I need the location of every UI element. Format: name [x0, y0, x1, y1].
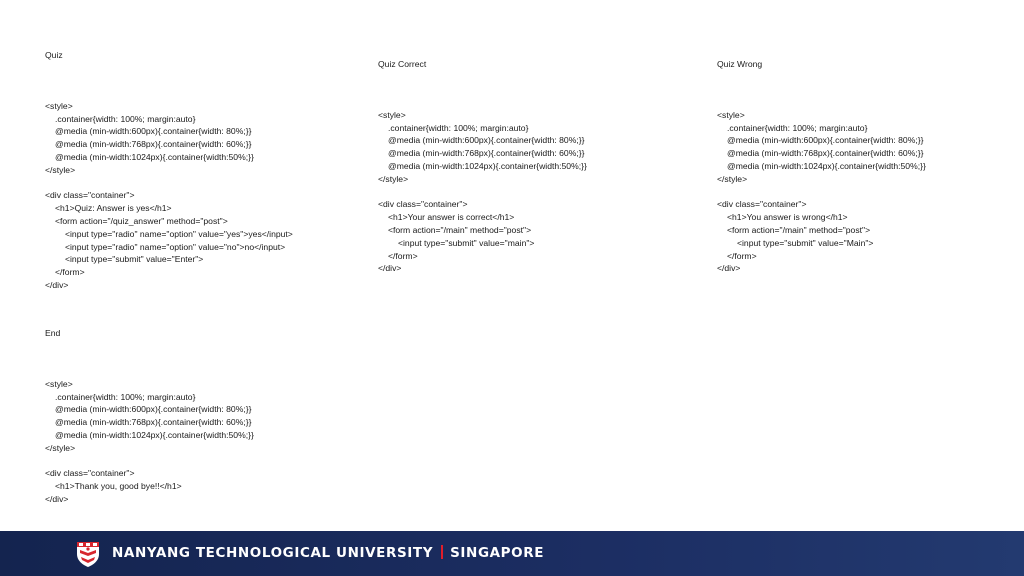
code-line: @media (min-width:600px){.container{width: 80%;}}	[727, 135, 924, 146]
code-line: @media (min-width:600px){.container{width: 80%;}}	[55, 404, 252, 415]
code-line: <h1>Thank you, good bye!!</h1>	[55, 481, 182, 492]
code-line: </form>	[388, 250, 418, 261]
quiz-template-block	[45, 23, 293, 305]
code-line: <style>	[45, 100, 73, 111]
university-location: SINGAPORE	[450, 545, 545, 561]
university-footer-band	[0, 531, 1024, 576]
code-line: @media (min-width:768px){.container{width: 60%;}}	[55, 417, 252, 428]
code-line	[717, 186, 926, 199]
code-line: .container{width: 100%; margin:auto}	[388, 122, 529, 133]
code-line: </form>	[727, 250, 757, 261]
university-wordmark	[112, 545, 544, 561]
code-line	[45, 455, 254, 468]
code-line: @media (min-width:1024px){.container{width:50%;}}	[55, 151, 254, 162]
code-line: <h1>Quiz: Answer is yes</h1>	[55, 203, 172, 214]
code-line: <div class="container">	[45, 468, 135, 479]
code-line: <style>	[378, 109, 406, 120]
code-line: </div>	[45, 279, 69, 290]
code-line: @media (min-width:768px){.container{width: 60%;}}	[388, 148, 585, 159]
code-line: <input type="radio" name="option" value="yes">yes</input>	[65, 228, 293, 239]
end-template-block	[45, 301, 254, 519]
code-line: <form action="/main" method="post">	[388, 224, 532, 235]
code-line: <div class="container">	[717, 199, 807, 210]
code-line: <input type="submit" value="main">	[398, 237, 535, 248]
quiz-wrong-title: Quiz Wrong	[717, 58, 763, 69]
quiz-correct-code	[378, 109, 587, 275]
code-line: </div>	[378, 263, 402, 274]
code-line: <div class="container">	[45, 190, 135, 201]
code-line	[378, 186, 587, 199]
code-line: <input type="radio" name="option" value="no">no</input>	[65, 241, 286, 252]
code-line: @media (min-width:1024px){.container{width:50%;}}	[55, 429, 254, 440]
code-line: @media (min-width:768px){.container{width: 60%;}}	[727, 148, 924, 159]
wordmark-separator	[441, 545, 443, 559]
code-line: .container{width: 100%; margin:auto}	[727, 122, 868, 133]
university-name: NANYANG TECHNOLOGICAL UNIVERSITY	[112, 545, 434, 561]
code-line: @media (min-width:600px){.container{width: 80%;}}	[55, 126, 252, 137]
quiz-correct-title: Quiz Correct	[378, 58, 427, 69]
code-line: @media (min-width:1024px){.container{width:50%;}}	[388, 160, 587, 171]
code-line: <form action="/main" method="post">	[727, 224, 871, 235]
code-line: <h1>You answer is wrong</h1>	[727, 212, 848, 223]
code-line: </style>	[378, 173, 409, 184]
code-line: <style>	[45, 378, 73, 389]
quiz-wrong-code	[717, 109, 926, 275]
code-line: </style>	[717, 173, 748, 184]
code-line: .container{width: 100%; margin:auto}	[55, 391, 196, 402]
code-line: </style>	[45, 442, 76, 453]
code-line: .container{width: 100%; margin:auto}	[55, 113, 196, 124]
end-code	[45, 378, 254, 506]
end-title: End	[45, 327, 61, 338]
code-line: <div class="container">	[378, 199, 468, 210]
quiz-correct-template-block	[378, 32, 587, 288]
code-line: <form action="/quiz_answer" method="post">	[55, 215, 228, 226]
code-line: <h1>Your answer is correct</h1>	[388, 212, 515, 223]
code-line: <input type="submit" value="Enter">	[65, 254, 204, 265]
code-line: @media (min-width:768px){.container{width: 60%;}}	[55, 139, 252, 150]
quiz-code	[45, 100, 293, 292]
code-line: </div>	[45, 493, 69, 504]
code-line: @media (min-width:1024px){.container{width:50%;}}	[727, 160, 926, 171]
ntu-crest-icon	[74, 540, 102, 568]
code-line	[45, 177, 293, 190]
code-line: @media (min-width:600px){.container{width: 80%;}}	[388, 135, 585, 146]
code-line: </form>	[55, 267, 85, 278]
code-line: </style>	[45, 164, 76, 175]
code-line: </div>	[717, 263, 741, 274]
code-line: <input type="submit" value="Main">	[737, 237, 874, 248]
code-line: <style>	[717, 109, 745, 120]
quiz-wrong-template-block	[717, 32, 926, 288]
quiz-title: Quiz	[45, 49, 63, 60]
